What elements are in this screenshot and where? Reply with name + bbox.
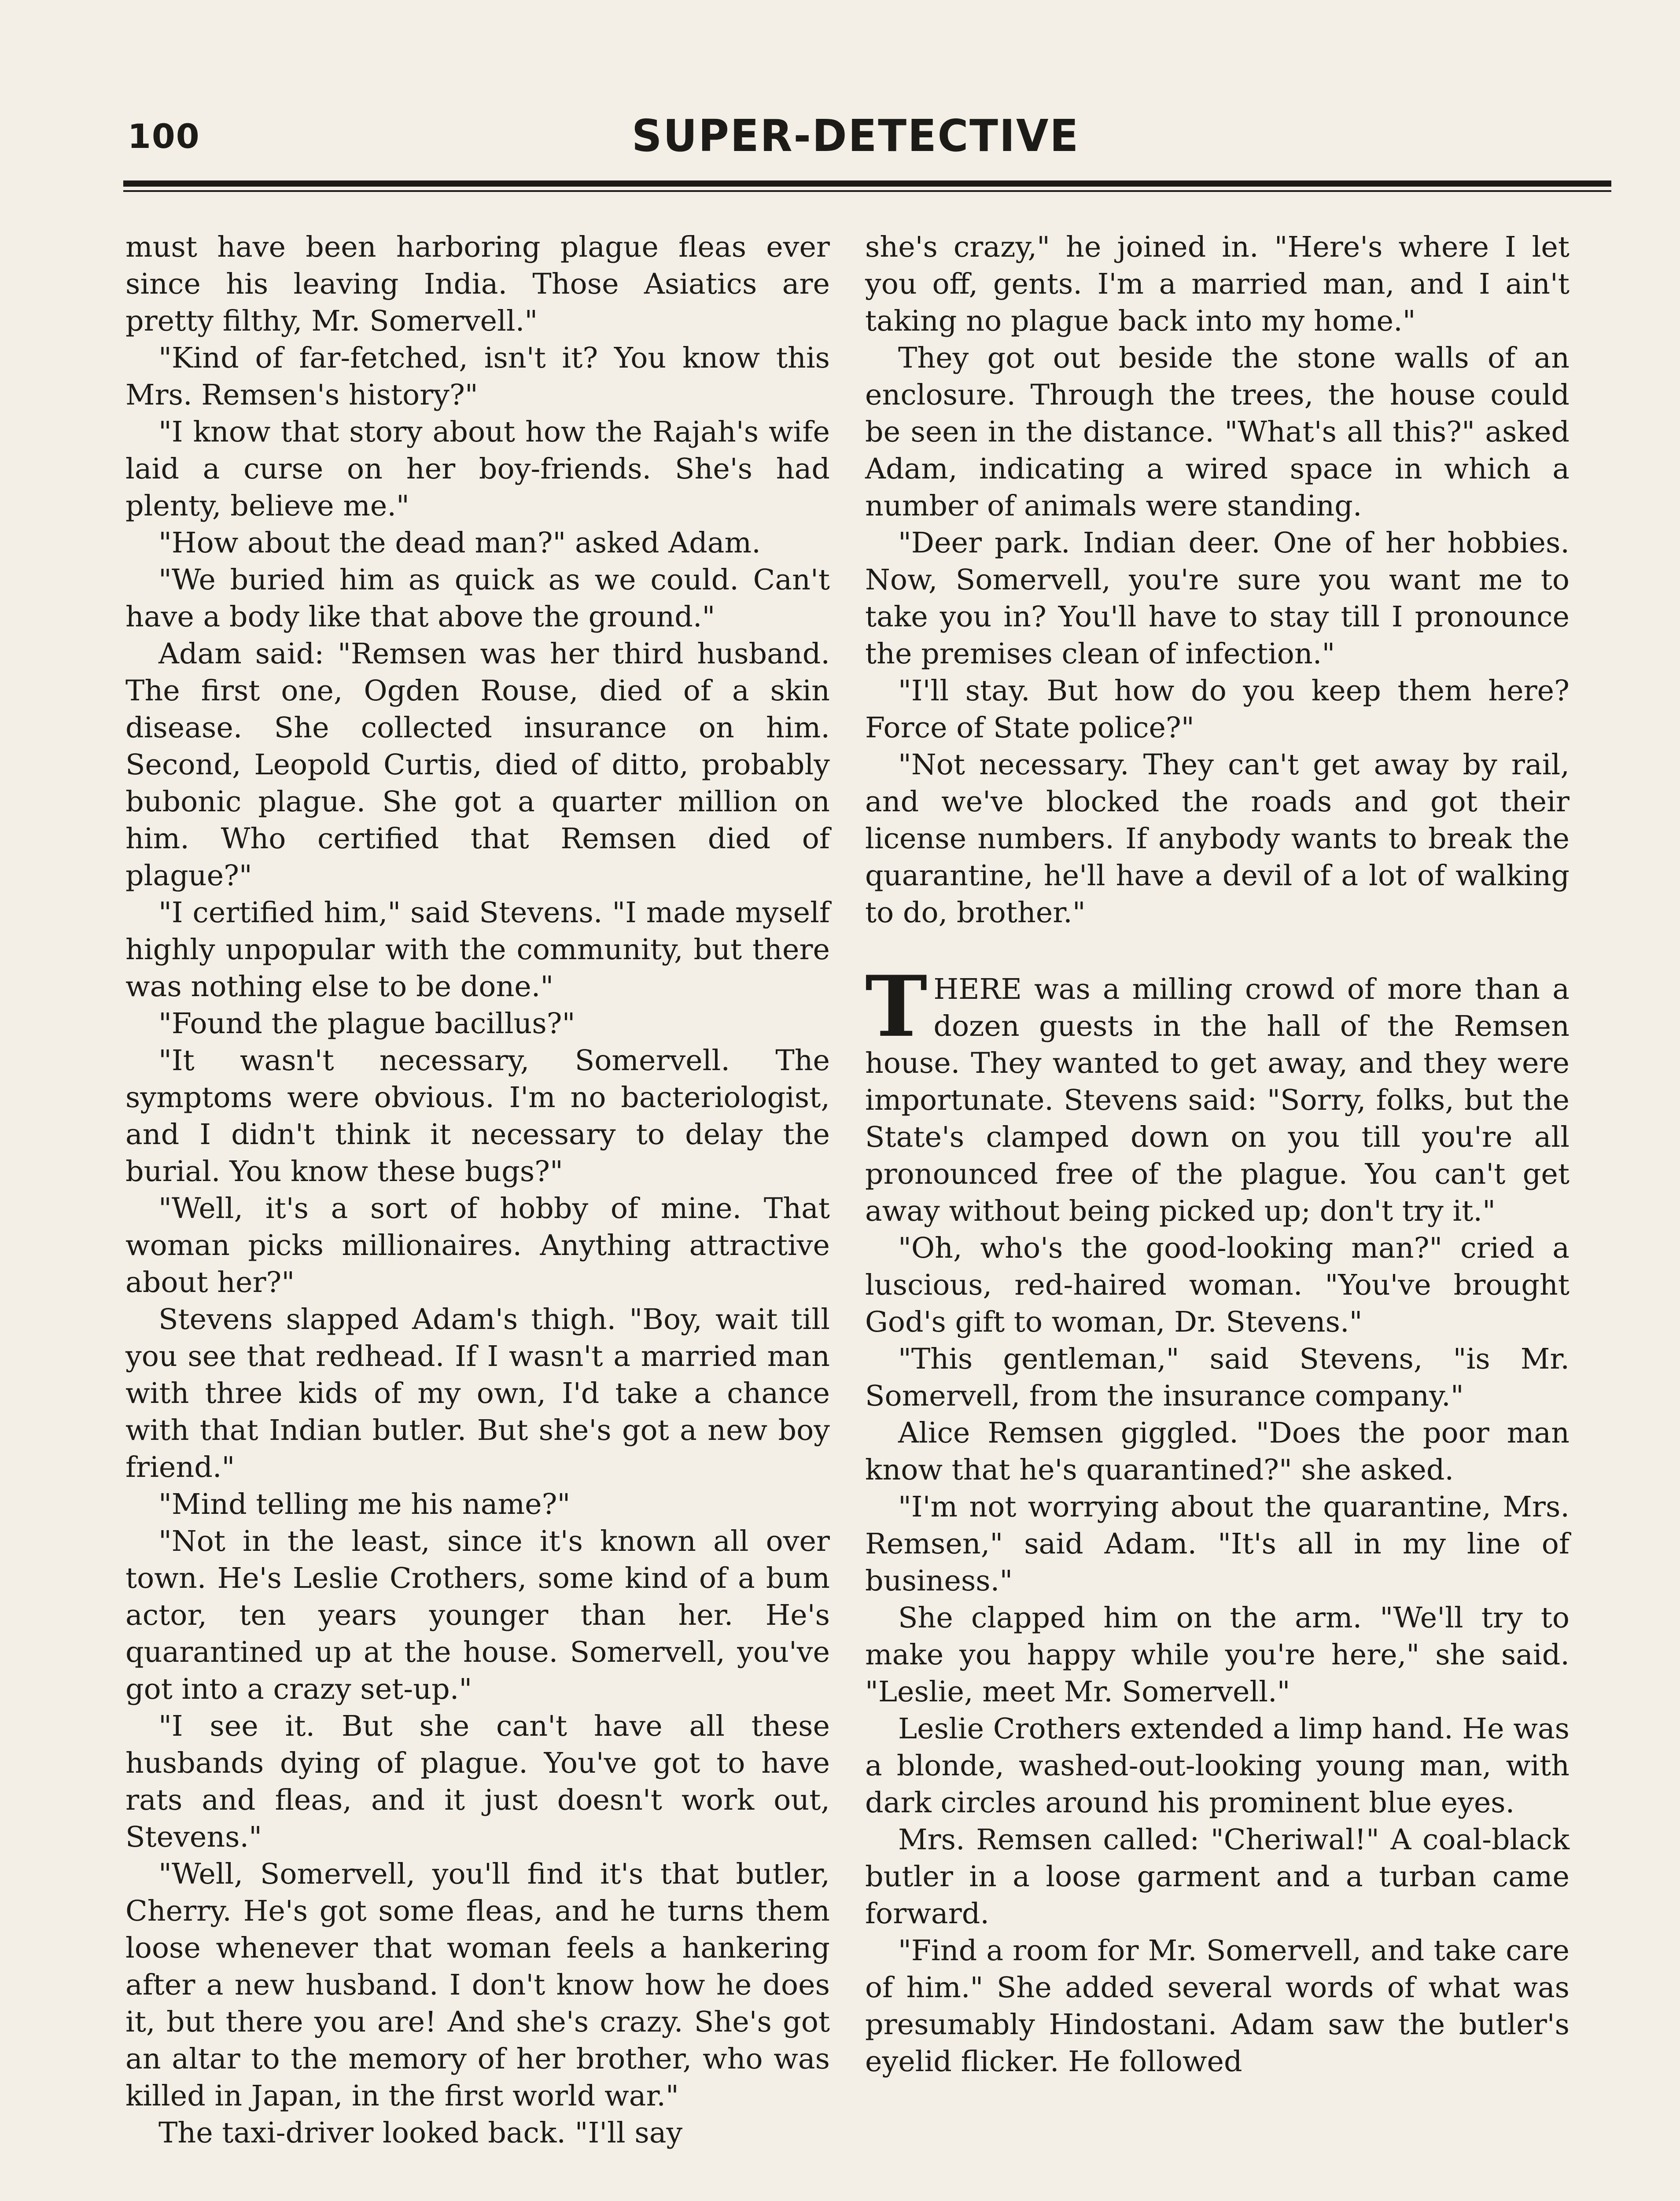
magazine-title: SUPER-DETECTIVE [632,110,1080,162]
paragraph: "I know that story about how the Rajah's wife laid a curse on her boy-friends. She's had plenty, believe me." [125,416,830,523]
drop-cap: T [865,957,928,1056]
paragraph: "How about the dead man?" asked Adam. [158,526,761,559]
paragraph: "Not necessary. They can't get away by rail, and we've blocked the roads and got their license numbers. If anybody wants to break the quarantine, he'll have a devil of a lot of walking to do, brother." [865,748,1569,929]
paragraph: "Kind of far-fetched, isn't it? You know this Mrs. Remsen's history?" [125,342,830,412]
paragraph: "Not in the least, since it's known all over town. He's Leslie Crothers, some kind of a bum actor, ten years younger than her. He's quarantined up at the house. Somervell, you've got into a crazy set-up." [125,1525,830,1706]
left-column [125,229,830,2152]
paragraph: "Deer park. Indian deer. One of her hobbies. Now, Somervell, you're sure you want me to take you in? You'll have to stay till I pronounce the premises clean of infection." [865,526,1569,670]
paragraph: Stevens slapped Adam's thigh. "Boy, wait till you see that redhead. If I wasn't a married man with three kids of my own, I'd take a chance with that Indian butler. But she's got a new boy friend." [125,1303,830,1484]
paragraph: "I'm not worrying about the quarantine, Mrs. Remsen," said Adam. "It's all in my line of business." [865,1491,1569,1597]
right-column [865,229,1569,2080]
paragraph: "Find a room for Mr. Somervell, and take care of him." She added several words of what was presumably Hindostani. Adam saw the butler's eyelid flicker. He followed [865,1934,1569,2078]
section-first-paragraph-text: HERE was a milling crowd of more than a dozen guests in the hall of the Remsen house. They wanted to get away, and they were importunate. Stevens said: "Sorry, folks, but the State's clamped down on you till you're all pronounced free of the plague. You can't get away without being picked up; don't try it." [865,973,1569,1228]
paragraph: "I see it. But she can't have all these husbands dying of plague. You've got to have rats and fleas, and it just doesn't work out, Stevens." [125,1710,830,1854]
header-rule-thick [123,180,1611,187]
paragraph: They got out beside the stone walls of an enclosure. Through the trees, the house could be seen in the distance. "What's all this?" asked Adam, indicating a wired space in which a number of animals were standing. [865,342,1569,523]
paragraph: Mrs. Remsen called: "Cheriwal!" A coal-black butler in a loose garment and a turban came forward. [865,1823,1569,1930]
paragraph: The taxi-driver looked back. "I'll say [158,2116,683,2149]
paragraph: Adam said: "Remsen was her third husband. The first one, Ogden Rouse, died of a skin disease. She collected insurance on him. Second, Leopold Curtis, died of ditto, probably bubonic plague. She got a quarter million on him. Who certified that Remsen died of plague?" [125,637,830,892]
paragraph: "Well, Somervell, you'll find it's that butler, Cherry. He's got some fleas, and he turns them loose whenever that woman feels a hankering after a new husband. I don't know how he does it, but there you are! And she's crazy. She's got an altar to the memory of her brother, who was killed in Japan, in the first world war." [125,1858,830,2113]
paragraph: Leslie Crothers extended a limp hand. He was a blonde, washed-out-looking young man, with dark circles around his prominent blue eyes. [865,1712,1569,1819]
header-rule-thin [123,190,1611,192]
page-number: 100 [128,117,200,156]
paragraph: "I'll stay. But how do you keep them here? Force of State police?" [865,674,1569,744]
paragraph: "Mind telling me his name?" [158,1488,571,1521]
paragraph: "Found the plague bacillus?" [158,1007,575,1040]
paragraph: She clapped him on the arm. "We'll try to make you happy while you're here," she said. "Leslie, meet Mr. Somervell." [865,1601,1569,1708]
paragraph: "Oh, who's the good-looking man?" cried a luscious, red-haired woman. "You've brought God's gift to woman, Dr. Stevens." [865,1232,1569,1339]
paragraph: "I certified him," said Stevens. "I made myself highly unpopular with the community, but there was nothing else to be done." [125,896,830,1003]
section-first-paragraph [865,957,1569,1230]
paragraph: must have been harboring plague fleas ever since his leaving India. Those Asiatics are pretty filthy, Mr. Somervell." [125,231,830,338]
paragraph: "It wasn't necessary, Somervell. The symptoms were obvious. I'm no bacteriologist, and I didn't think it necessary to delay the burial. You know these bugs?" [125,1044,830,1188]
paragraph: "Well, it's a sort of hobby of mine. That woman picks millionaires. Anything attractive about her?" [125,1192,830,1299]
paragraph: Alice Remsen giggled. "Does the poor man know that he's quarantined?" she asked. [865,1417,1569,1487]
paragraph: "We buried him as quick as we could. Can't have a body like that above the ground." [125,563,830,633]
paragraph: she's crazy," he joined in. "Here's where I let you off, gents. I'm a married man, and I ain't taking no plague back into my home." [865,231,1569,338]
paragraph: "This gentleman," said Stevens, "is Mr. Somervell, from the insurance company." [865,1343,1569,1413]
